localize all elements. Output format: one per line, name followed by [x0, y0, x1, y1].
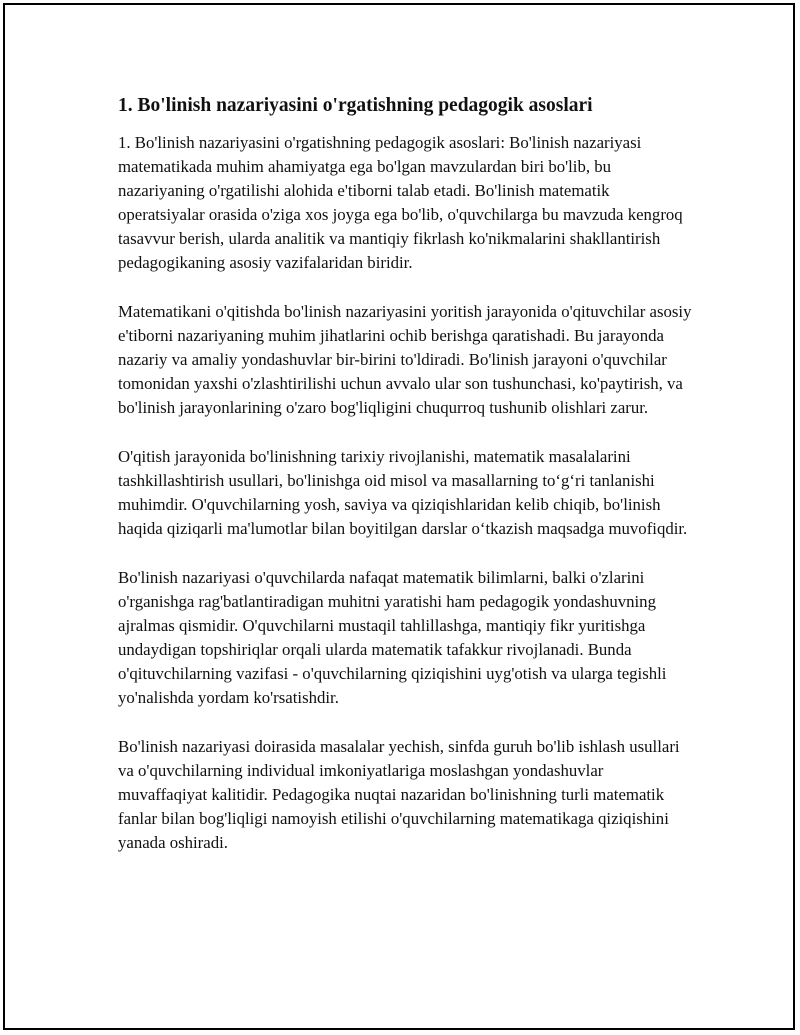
paragraph-2: Matematikani o'qitishda bo'linish nazariyasini yoritish jarayonida o'qituvchilar asosiy e'tiborni nazariyaning muhim jihatlarini ochib berishga qaratishadi. Bu jarayonda nazariy va amaliy yondashuvlar bir-birini to'ldiradi. Bo'linish jarayoni o'quvchilar tomonidan yaxshi o'zlashtirilishi uchun avvalo ular son tushunchasi, ko'paytirish, va bo'linish jarayonlarining o'zaro bog'liqligini chuqurroq tushunib olishlari zarur.: [118, 302, 692, 418]
paragraph-3: O'qitish jarayonida bo'linishning tarixiy rivojlanishi, matematik masalalarini tashkillashtirish usullari, bo'linishga oid misol va masallarning to‘g‘ri tanlanishi muhimdir. O'quvchilarning yosh, saviya va qiziqishlaridan kelib chiqib, bo'linish haqida qiziqarli ma'lumotlar bilan boyitilgan darslar o‘tkazish maqsadga muvofiqdir.: [118, 447, 688, 539]
document-heading: 1. Bo'linish nazariyasini o'rgatishning pedagogik asoslari: [118, 95, 593, 116]
document-body: [118, 92, 693, 880]
paragraph-1: 1. Bo'linish nazariyasini o'rgatishning pedagogik asoslari: Bo'linish nazariyasi matematikada muhim ahamiyatga ega bo'lgan mavzulardan biri bo'lib, bu nazariyaning o'rgatilishi alohida e'tiborni talab etadi. Bo'linish matematik operatsiyalar orasida o'ziga xos joyga ega bo'lib, o'quvchilarga bu mavzuda kengroq tasavvur berish, ularda analitik va mantiqiy fikrlash ko'nikmalarini shakllantirish pedagogikaning asosiy vazifalaridan biridir.: [118, 133, 683, 273]
paragraph-4: Bo'linish nazariyasi o'quvchilarda nafaqat matematik bilimlarni, balki o'zlarini o'rganishga rag'batlantiradigan muhitni yaratishi ham pedagogik yondashuvning ajralmas qismidir. O'quvchilarni mustaqil tahlillashga, mantiqiy fikr yuritishga undaydigan topshiriqlar orqali ularda matematik tafakkur rivojlanadi. Bunda o'qituvchilarning vazifasi - o'quvchilarning qiziqishini uyg'otish va ularga tegishli yo'nalishda yordam ko'rsatishdir.: [118, 567, 667, 708]
paragraph-5: Bo'linish nazariyasi doirasida masalalar yechish, sinfda guruh bo'lib ishlash usullari va o'quvchilarning individual imkoniyatlariga moslashgan yondashuvlar muvaffaqiyat kalitidir. Pedagogika nuqtai nazaridan bo'linishning turli matematik fanlar bilan bog'liqligi namoyish etilishi o'quvchilarning matematikaga qiziqishini yanada oshiradi.: [118, 736, 680, 853]
